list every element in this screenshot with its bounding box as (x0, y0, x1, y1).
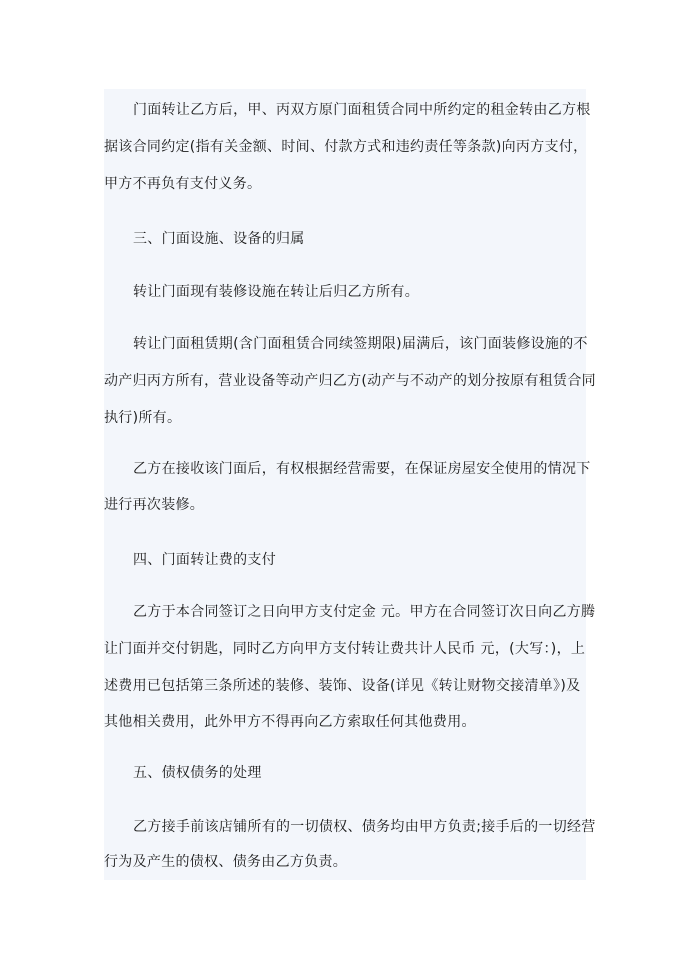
section-heading-4: 四、门面转让费的支付 (133, 552, 276, 568)
paragraph-renovation-line-1: 乙方在接收该门面后，有权根据经营需要，在保证房屋安全使用的情况下 (133, 461, 591, 477)
paragraph-lease-expiry-line-3: 执行)所有。 (104, 410, 182, 426)
paragraph-lease-expiry-line-1: 转让门面租赁期(含门面租赁合同续签期限)届满后，该门面装修设施的不 (133, 336, 588, 352)
paragraph-renovation-line-2: 进行再次装修。 (104, 497, 205, 513)
paragraph-debts-line-2: 行为及产生的债权、债务由乙方负责。 (104, 854, 348, 870)
paragraph-rent-transfer-line-3: 甲方不再负有支付义务。 (104, 176, 262, 192)
paragraph-lease-expiry-line-2: 动产归丙方所有，营业设备等动产归乙方(动产与不动产的划分按原有租赁合同 (104, 373, 596, 389)
paragraph-payment-line-1: 乙方于本合同签订之日向甲方支付定金 元。甲方在合同签订次日向乙方腾 (133, 604, 596, 620)
paragraph-payment-line-4: 其他相关费用，此外甲方不得再向乙方索取任何其他费用。 (104, 714, 476, 730)
paragraph-payment-line-2: 让门面并交付钥匙，同时乙方向甲方支付转让费共计人民币 元，(大写：)，上 (104, 641, 586, 657)
paragraph-payment-line-3: 述费用已包括第三条所述的装修、装饰、设备(详见《转让财物交接清单》)及 (104, 678, 581, 694)
paragraph-fixtures-ownership-line-1: 转让门面现有装修设施在转让后归乙方所有。 (133, 284, 419, 300)
section-heading-3: 三、门面设施、设备的归属 (133, 231, 305, 247)
document-content-block (104, 89, 596, 880)
paragraph-rent-transfer-line-2: 据该合同约定(指有关金额、时间、付款方式和违约责任等条款)向丙方支付， (104, 139, 588, 155)
paragraph-debts-line-1: 乙方接手前该店铺所有的一切债权、债务均由甲方负责;接手后的一切经营 (133, 819, 596, 835)
section-heading-5: 五、债权债务的处理 (133, 765, 262, 781)
paragraph-rent-transfer-line-1: 门面转让乙方后，甲、丙双方原门面租赁合同中所约定的租金转由乙方根 (133, 102, 591, 118)
